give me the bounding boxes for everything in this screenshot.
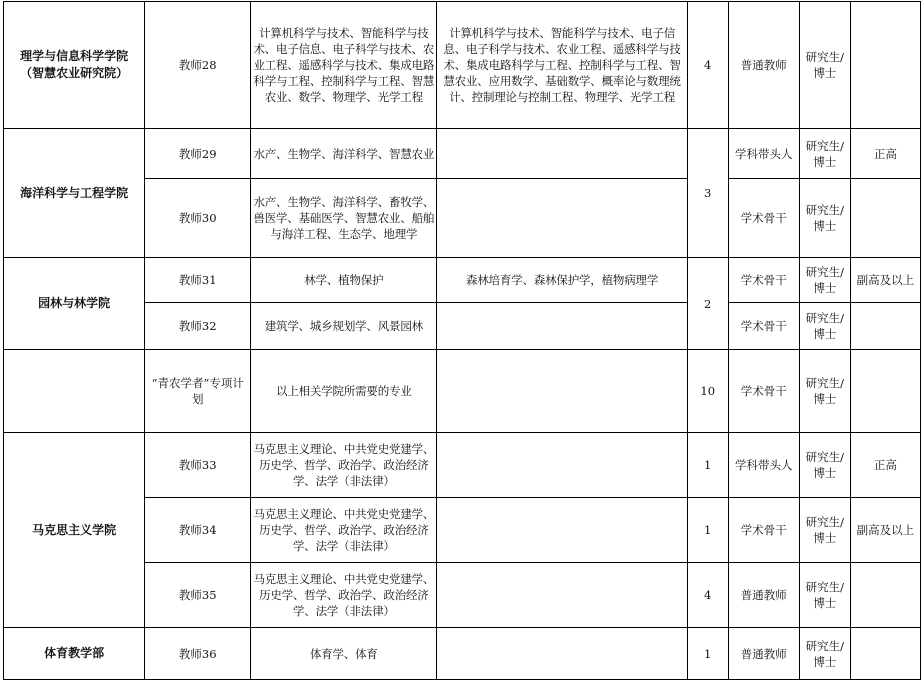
teacher-cell: 教师34 (145, 498, 251, 563)
table-row (4, 2, 921, 129)
major-detail-cell (437, 498, 687, 563)
college-cell: 理学与信息科学学院 （智慧农业研究院） (4, 2, 145, 129)
position-type-cell: 学术骨干 (728, 258, 799, 303)
major-cell: 建筑学、城乡规划学、风景园林 (251, 303, 437, 350)
teacher-cell: 教师33 (145, 433, 251, 498)
college-cell: 园林与林学院 (4, 258, 145, 350)
major-detail-cell (437, 129, 687, 179)
major-detail-cell: 森林培育学、森林保护学，植物病理学 (437, 258, 687, 303)
count-cell: 1 (687, 498, 728, 563)
degree-cell: 研究生/博士 (799, 2, 850, 129)
count-cell: 10 (687, 350, 728, 433)
count-cell: 4 (687, 563, 728, 628)
major-detail-cell (437, 179, 687, 258)
teacher-cell: 教师32 (145, 303, 251, 350)
degree-cell: 研究生/博士 (799, 258, 850, 303)
position-type-cell: 学科带头人 (728, 433, 799, 498)
title-cell (850, 303, 920, 350)
count-cell: 3 (687, 129, 728, 258)
major-detail-cell (437, 433, 687, 498)
degree-cell: 研究生/博士 (799, 350, 850, 433)
major-cell: 计算机科学与技术、智能科学与技术、电子信息、电子科学与技术、农业工程、遥感科学与技术、集成电路科学与工程、控制科学与工程、智慧农业、数学、物理学、光学工程 (251, 2, 437, 129)
teacher-cell: “青农学者”专项计划 (145, 350, 251, 433)
title-cell: 正高 (850, 129, 920, 179)
degree-cell: 研究生/博士 (799, 303, 850, 350)
position-type-cell: 学术骨干 (728, 350, 799, 433)
major-detail-cell: 计算机科学与技术、智能科学与技术、电子信息、电子科学与技术、农业工程、遥感科学与技术、集成电路科学与工程、控制科学与工程、智慧农业、应用数学、基础数学、概率论与数理统计、控制理论与控制工程、物理学、光学工程 (437, 2, 687, 129)
major-detail-cell (437, 628, 687, 680)
position-type-cell: 普通教师 (728, 628, 799, 680)
major-detail-cell (437, 303, 687, 350)
major-cell: 水产、生物学、海洋科学、畜牧学、兽医学、基础医学、智慧农业、船舶与海洋工程、生态学、地理学 (251, 179, 437, 258)
major-cell: 马克思主义理论、中共党史党建学、历史学、哲学、政治学、政治经济学、法学（非法律） (251, 498, 437, 563)
major-cell: 体育学、体育 (251, 628, 437, 680)
title-cell: 副高及以上 (850, 258, 920, 303)
title-cell (850, 2, 920, 129)
table-row (4, 350, 921, 433)
major-detail-cell (437, 563, 687, 628)
table-row (4, 628, 921, 680)
degree-cell: 研究生/博士 (799, 498, 850, 563)
position-type-cell: 学科带头人 (728, 129, 799, 179)
position-type-cell: 学术骨干 (728, 179, 799, 258)
major-cell: 林学、植物保护 (251, 258, 437, 303)
college-cell: 体育教学部 (4, 628, 145, 680)
major-cell: 马克思主义理论、中共党史党建学、历史学、哲学、政治学、政治经济学、法学（非法律） (251, 563, 437, 628)
teacher-cell: 教师31 (145, 258, 251, 303)
title-cell: 副高及以上 (850, 498, 920, 563)
degree-cell: 研究生/博士 (799, 433, 850, 498)
degree-cell: 研究生/博士 (799, 628, 850, 680)
teacher-cell: 教师36 (145, 628, 251, 680)
position-type-cell: 学术骨干 (728, 498, 799, 563)
count-cell: 1 (687, 433, 728, 498)
table-row (4, 433, 921, 498)
degree-cell: 研究生/博士 (799, 129, 850, 179)
title-cell (850, 628, 920, 680)
table-row (4, 129, 921, 179)
title-cell: 正高 (850, 433, 920, 498)
teacher-cell: 教师30 (145, 179, 251, 258)
recruitment-table (3, 1, 921, 680)
college-cell: 海洋科学与工程学院 (4, 129, 145, 258)
major-cell: 水产、生物学、海洋科学、智慧农业 (251, 129, 437, 179)
title-cell (850, 350, 920, 433)
degree-cell: 研究生/博士 (799, 179, 850, 258)
degree-cell: 研究生/博士 (799, 563, 850, 628)
position-type-cell: 普通教师 (728, 2, 799, 129)
position-type-cell: 普通教师 (728, 563, 799, 628)
title-cell (850, 563, 920, 628)
teacher-cell: 教师35 (145, 563, 251, 628)
teacher-cell: 教师28 (145, 2, 251, 129)
major-detail-cell (437, 350, 687, 433)
major-cell: 以上相关学院所需要的专业 (251, 350, 437, 433)
college-cell (4, 350, 145, 433)
college-cell: 马克思主义学院 (4, 433, 145, 628)
count-cell: 1 (687, 628, 728, 680)
count-cell: 4 (687, 2, 728, 129)
position-type-cell: 学术骨干 (728, 303, 799, 350)
teacher-cell: 教师29 (145, 129, 251, 179)
major-cell: 马克思主义理论、中共党史党建学、历史学、哲学、政治学、政治经济学、法学（非法律） (251, 433, 437, 498)
title-cell (850, 179, 920, 258)
table-row (4, 258, 921, 303)
count-cell: 2 (687, 258, 728, 350)
